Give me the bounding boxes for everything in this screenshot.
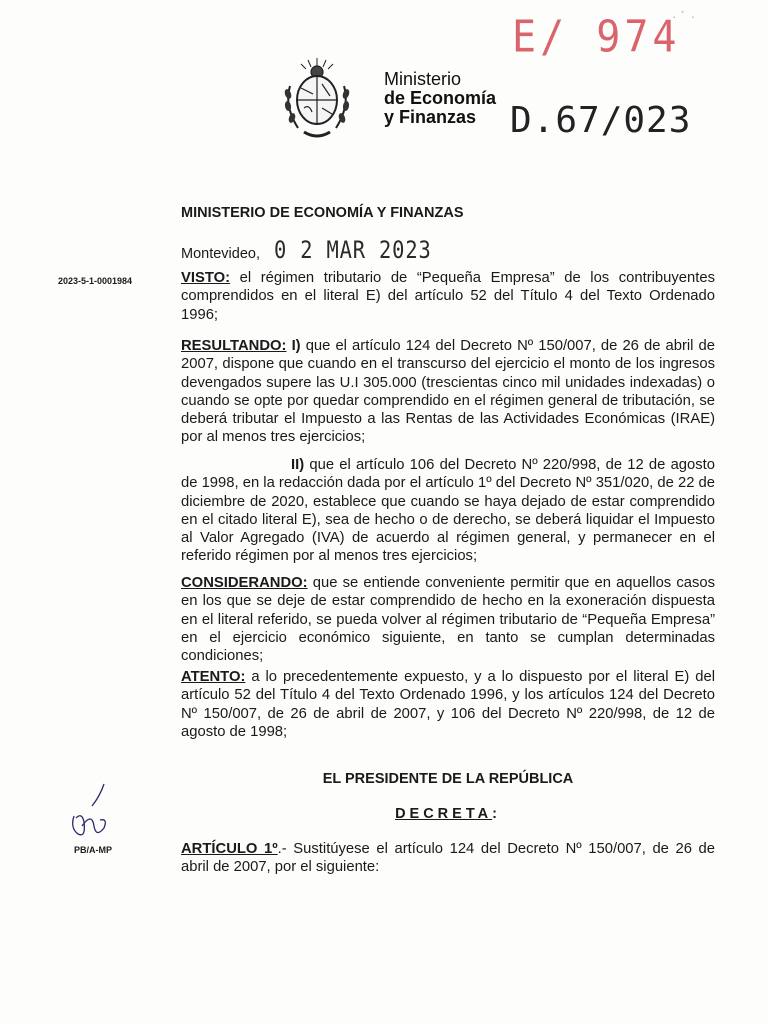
- decreta-colon: :: [492, 806, 501, 822]
- resultando-ii-paragraph: [181, 456, 715, 566]
- resultando-ii-marker: II): [291, 457, 305, 473]
- resultando-label: RESULTANDO:: [181, 338, 287, 354]
- president-heading: EL PRESIDENTE DE LA REPÚBLICA: [322, 771, 574, 787]
- document-heading: MINISTERIO DE ECONOMÍA Y FINANZAS: [181, 205, 464, 221]
- decreta-word: DECRETA: [395, 806, 493, 822]
- ministry-name: [384, 70, 496, 127]
- decreta-heading: [181, 806, 715, 822]
- resultando-i-marker: I): [286, 338, 301, 354]
- visto-label: VISTO:: [181, 270, 231, 286]
- articulo-1-text: .- Sustitúyese el artículo 124 del Decreto Nº 150/007, de 26 de abril de 2007, por el siguiente:: [181, 841, 716, 876]
- entry-stamp: E/ 974: [512, 11, 681, 63]
- ministry-line-1: Ministerio: [384, 69, 462, 89]
- decree-number: D.67/023: [510, 100, 692, 141]
- place-date-line: [181, 236, 459, 264]
- file-reference: 2023-5-1-0001984: [58, 276, 133, 286]
- considerando-label: CONSIDERANDO:: [181, 575, 308, 591]
- resultando-i-paragraph: [181, 337, 715, 447]
- visto-paragraph: [181, 269, 715, 324]
- date-stamp: 0 2 MAR 2023: [274, 236, 432, 264]
- drafter-initials: PB/A-MP: [74, 845, 112, 855]
- considerando-text: que se entiende conveniente permitir que en aquellos casos en los que se deje de estar comprendido de hecho en la exoneración dispuesta en el literal referido, se pueda volver al régimen tributario de “Pequeña Empresa” en el ejercicio económico siguiente, en tanto se cumplan determinadas condiciones;: [181, 575, 715, 665]
- articulo-1-paragraph: [181, 840, 715, 877]
- atento-paragraph: [181, 668, 715, 741]
- ministry-line-3: y Finanzas: [384, 107, 477, 127]
- coat-of-arms-icon: [278, 56, 356, 142]
- stamp-faint-mark: · ᷾ ·: [672, 8, 698, 24]
- resultando-i-text: que el artículo 124 del Decreto Nº 150/007, de 26 de abril de 2007, dispone que cuando en el transcurso del ejercicio el monto de los ingresos devengados supere las U.I 305.000 (trescientas cinco mil unidades indexadas) o cuando se opte por quedar comprendido en el régimen general de tributación, se deberá tributar el Impuesto a las Rentas de las Actividades Económicas (IRAE) por al menos tres ejercicios;: [181, 338, 716, 446]
- resultando-ii-text: que el artículo 106 del Decreto Nº 220/998, de 12 de agosto de 1998, en la redacción dada por el artículo 1º del Decreto Nº 351/020, de 22 de diciembre de 2020, establece que cuando se haya dejado de estar comprendido en el citado literal E), sea de hecho o de derecho, se deberá liquidar el Impuesto al Valor Agregado (IVA) de acuerdo al régimen general, y permanecer en el referido régimen por al menos tres ejercicios;: [181, 457, 715, 565]
- city: Montevideo,: [181, 246, 260, 262]
- considerando-paragraph: [181, 574, 715, 665]
- articulo-1-label: ARTÍCULO 1º: [181, 841, 278, 857]
- signature-initials: [64, 782, 134, 842]
- ministry-line-2: de Economía: [384, 88, 497, 108]
- visto-text: el régimen tributario de “Pequeña Empresa” de los contribuyentes comprendidos en el literal E) del artículo 52 del Título 4 del Texto Ordenado 1996;: [181, 270, 715, 323]
- atento-label: ATENTO:: [181, 669, 246, 685]
- atento-text: a lo precedentemente expuesto, y a lo dispuesto por el literal E) del artículo 52 del Título 4 del Texto Ordenado 1996, y los artículos 124 del Decreto Nº 150/007, de 26 de abril de 2007, y 106 del Decreto Nº 220/998, de 12 de agosto de 1998;: [181, 669, 715, 740]
